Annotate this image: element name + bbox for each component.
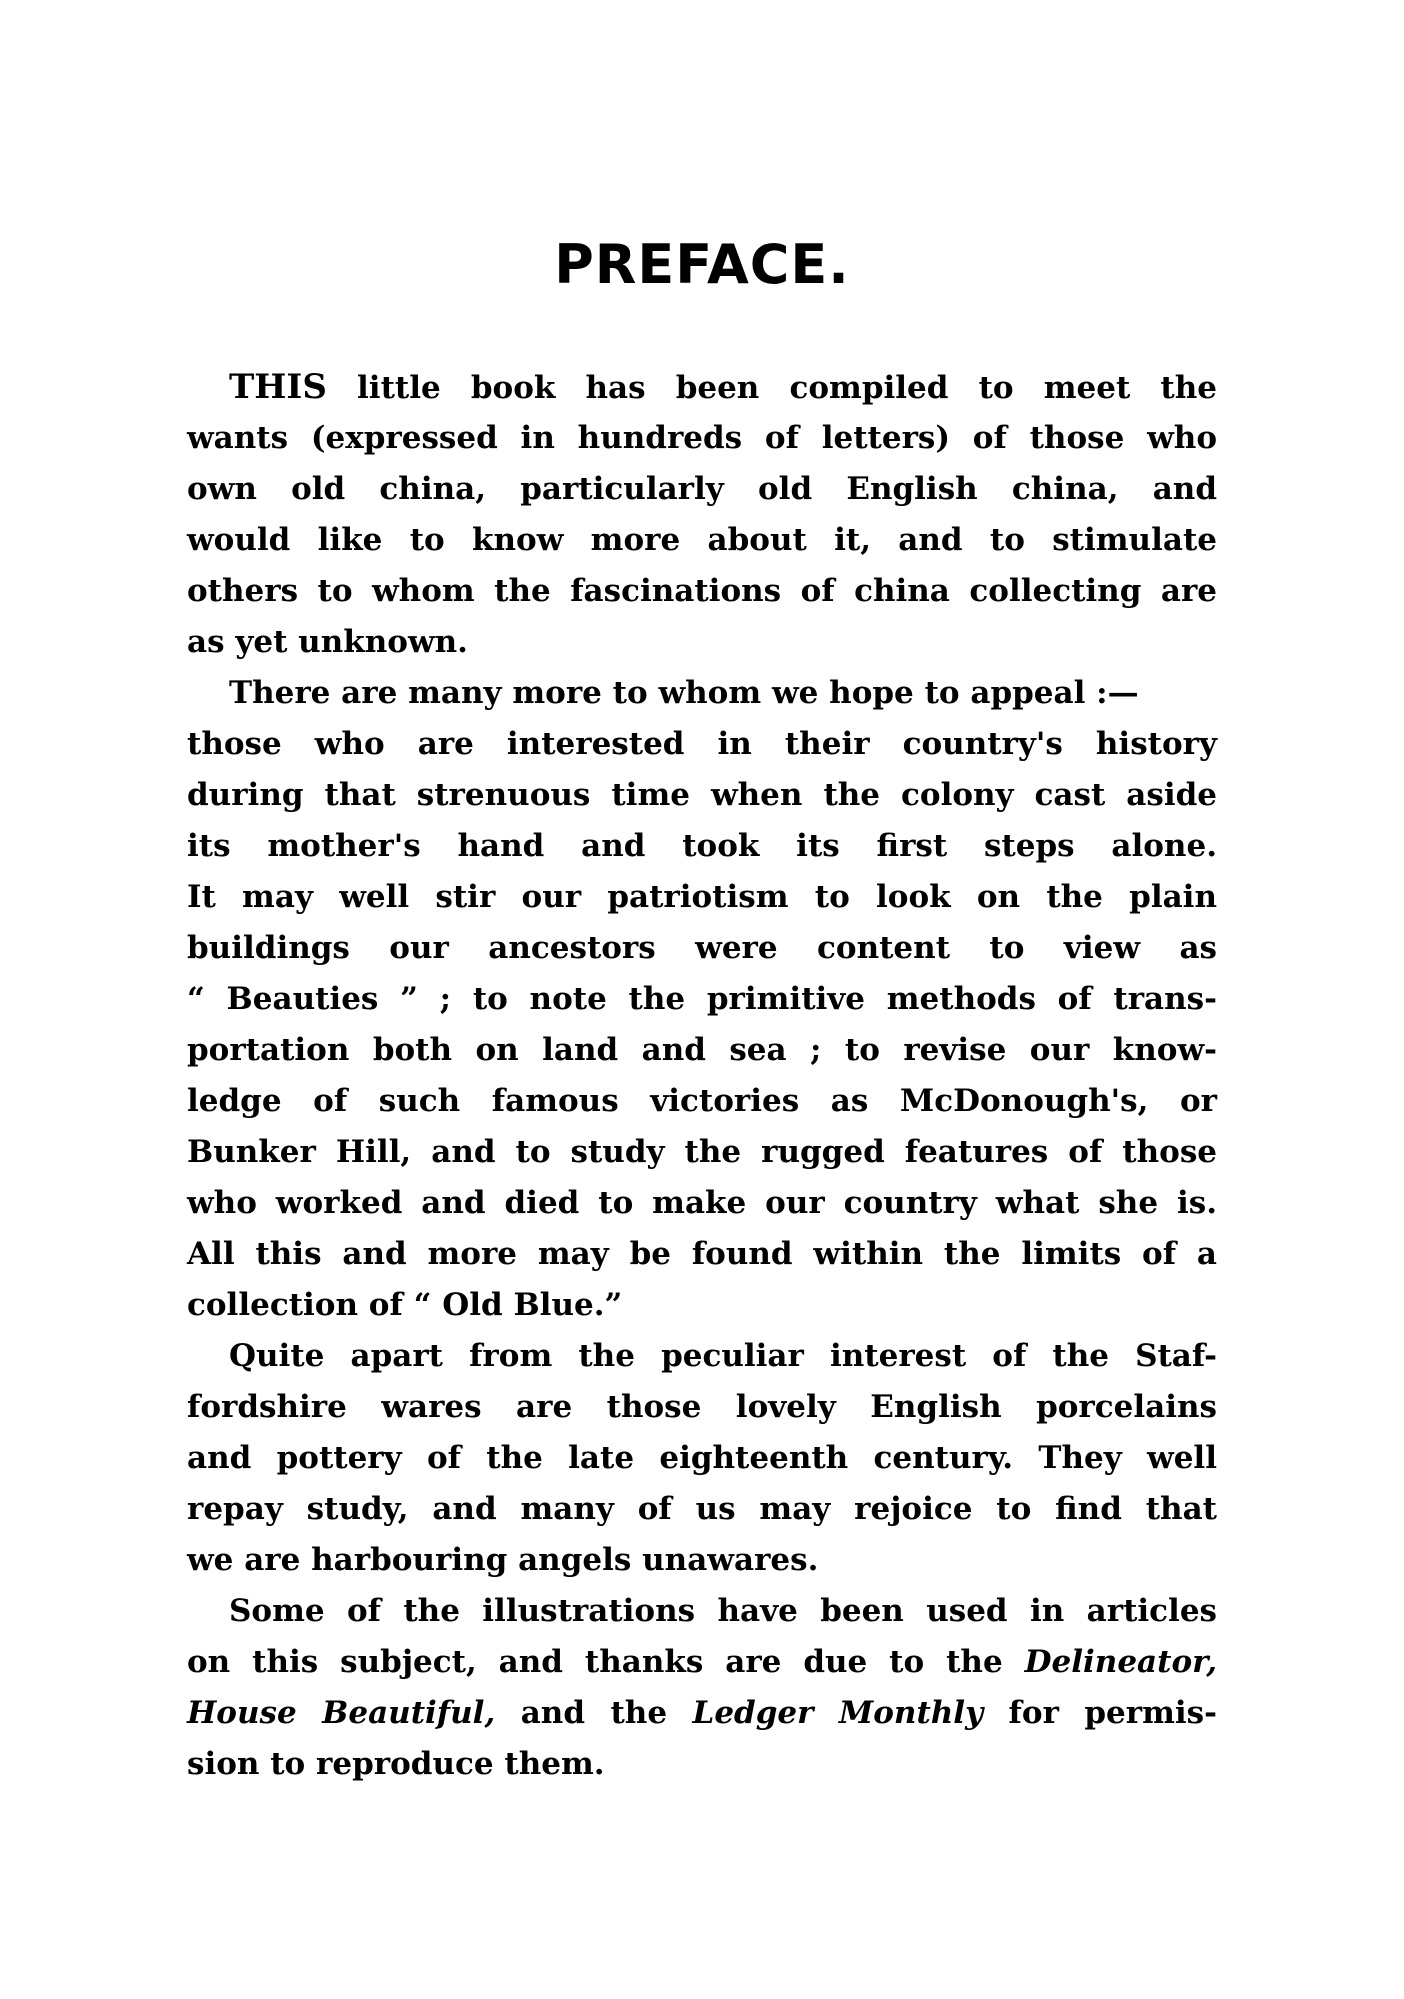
text-line: ledge of such famous victories as McDonough's, or [187, 1083, 1217, 1119]
page-title: PREFACE. [554, 233, 850, 296]
text-line: we are harbouring angels unawares. [187, 1542, 819, 1578]
text-line: as yet unknown. [187, 624, 468, 660]
publication-title-house-beautiful: House Beautiful, [187, 1695, 496, 1731]
paragraph-4 [187, 1586, 1217, 1790]
text-line: who worked and died to make our country what she is. [187, 1185, 1217, 1221]
text-line: Some of the illustrations have been used in articles [229, 1593, 1217, 1629]
text-line: fordshire wares are those lovely English porcelains [187, 1389, 1217, 1425]
text-line: would like to know more about it, and to stimulate [187, 522, 1217, 558]
text-line: repay study, and many of us may rejoice to find that [187, 1491, 1217, 1527]
text-line: collection of “ Old Blue.” [187, 1287, 623, 1323]
text-line: All this and more may be found within the limits of a [187, 1236, 1217, 1272]
text-segment: on this subject, and thanks are due to the [187, 1644, 1025, 1680]
text-line: buildings our ancestors were content to view as [187, 930, 1217, 966]
text-line: its mother's hand and took its first steps alone. [187, 828, 1217, 864]
text-line: Quite apart from the peculiar interest of the Staf- [229, 1338, 1217, 1374]
text-line: There are many more to whom we hope to appeal :— [229, 675, 1139, 711]
text-line: sion to reproduce them. [187, 1746, 605, 1782]
text-line: Bunker Hill, and to study the rugged features of those [187, 1134, 1217, 1170]
paragraph-2 [187, 668, 1217, 1331]
smallcaps-opening-word: THIS [229, 367, 327, 407]
paragraph-3 [187, 1331, 1217, 1586]
preface-body [187, 362, 1217, 1790]
text-line: during that strenuous time when the colony cast aside [187, 777, 1217, 813]
text-line [187, 362, 1217, 413]
text-line: those who are interested in their country's history [187, 726, 1217, 762]
text-segment: and the [495, 1695, 693, 1731]
text-line-rest: little book has been compiled to meet the [326, 370, 1217, 406]
text-line: It may well stir our patriotism to look on the plain [187, 879, 1217, 915]
text-line [187, 1688, 1217, 1739]
publication-title-ledger-monthly: Ledger Monthly [692, 1695, 984, 1731]
text-line: and pottery of the late eighteenth century. They well [187, 1440, 1217, 1476]
text-line: wants (expressed in hundreds of letters) of those who [187, 420, 1217, 456]
text-line: own old china, particularly old English china, and [187, 471, 1217, 507]
publication-title-delineator: Delineator, [1024, 1644, 1217, 1680]
text-line [187, 1637, 1217, 1688]
paragraph-1 [187, 362, 1217, 668]
text-line: others to whom the fascinations of china collecting are [187, 573, 1217, 609]
text-segment: for permis- [983, 1695, 1217, 1731]
text-line: portation both on land and sea ; to revise our know- [187, 1032, 1217, 1068]
text-line: “ Beauties ” ; to note the primitive methods of trans- [187, 981, 1217, 1017]
